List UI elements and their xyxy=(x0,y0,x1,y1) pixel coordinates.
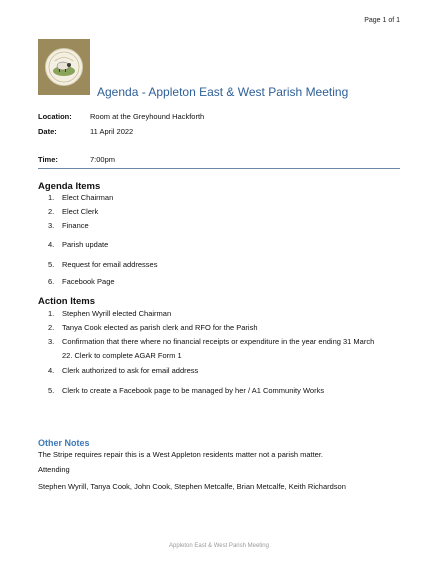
item-number: 5. xyxy=(48,386,55,395)
item-number: 1. xyxy=(48,193,55,202)
page-footer: Appleton East & West Parish Meeting xyxy=(169,543,269,549)
item-text: Clerk to create a Facebook page to be managed by her / A1 Community Works xyxy=(62,386,325,395)
time-value: 7:00pm xyxy=(90,155,116,164)
item-text: Confirmation that there where no financial receipts or expenditure in the year ending 31 March xyxy=(62,337,375,346)
parish-logo xyxy=(38,39,90,95)
attending-label: Attending xyxy=(38,465,70,474)
time-label: Time: xyxy=(38,155,58,164)
other-notes-heading: Other Notes xyxy=(38,438,90,448)
item-text: Tanya Cook elected as parish clerk and RFO for the Parish xyxy=(62,323,258,332)
item-number: 4. xyxy=(48,366,55,375)
header-divider xyxy=(38,168,400,169)
item-text-continued: 22. Clerk to complete AGAR Form 1 xyxy=(62,351,182,360)
item-text: Parish update xyxy=(62,240,109,249)
agenda-heading: Agenda Items xyxy=(38,181,101,192)
item-number: 2. xyxy=(48,207,55,216)
list-item xyxy=(48,193,113,202)
list-item xyxy=(48,207,98,216)
list-item xyxy=(48,366,198,375)
list-item xyxy=(48,260,157,269)
list-item xyxy=(48,240,108,249)
item-number: 2. xyxy=(48,323,55,332)
item-number: 4. xyxy=(48,240,55,249)
list-item xyxy=(48,277,115,286)
item-number: 3. xyxy=(48,337,55,346)
list-item xyxy=(48,309,171,318)
actions-heading: Action Items xyxy=(38,296,96,307)
list-item xyxy=(48,337,374,346)
item-text: Clerk authorized to ask for email address xyxy=(62,366,199,375)
page-title: Agenda - Appleton East & West Parish Meeting xyxy=(97,85,349,99)
location-label: Location: xyxy=(38,112,72,121)
attendees-list: Stephen Wyrill, Tanya Cook, John Cook, Stephen Metcalfe, Brian Metcalfe, Keith Richardson xyxy=(38,482,346,491)
list-item xyxy=(48,386,324,395)
notes-line: The Stripe requires repair this is a West Appleton residents matter not a parish matter. xyxy=(38,450,323,459)
item-number: 6. xyxy=(48,277,55,286)
list-item xyxy=(48,323,258,332)
location-value: Room at the Greyhound Hackforth xyxy=(90,112,205,121)
item-text: Stephen Wyrill elected Chairman xyxy=(62,309,172,318)
date-value: 11 April 2022 xyxy=(90,127,134,136)
item-text: Elect Chairman xyxy=(62,193,114,202)
item-number: 1. xyxy=(48,309,55,318)
list-item xyxy=(48,221,89,230)
date-label: Date: xyxy=(38,127,57,136)
item-text: Request for email addresses xyxy=(62,260,158,269)
item-text: Finance xyxy=(62,221,89,230)
logo-emblem-icon xyxy=(45,48,83,86)
page-number: Page 1 of 1 xyxy=(364,17,400,24)
item-text: Facebook Page xyxy=(62,277,115,286)
item-number: 5. xyxy=(48,260,55,269)
item-number: 3. xyxy=(48,221,55,230)
item-text: Elect Clerk xyxy=(62,207,99,216)
